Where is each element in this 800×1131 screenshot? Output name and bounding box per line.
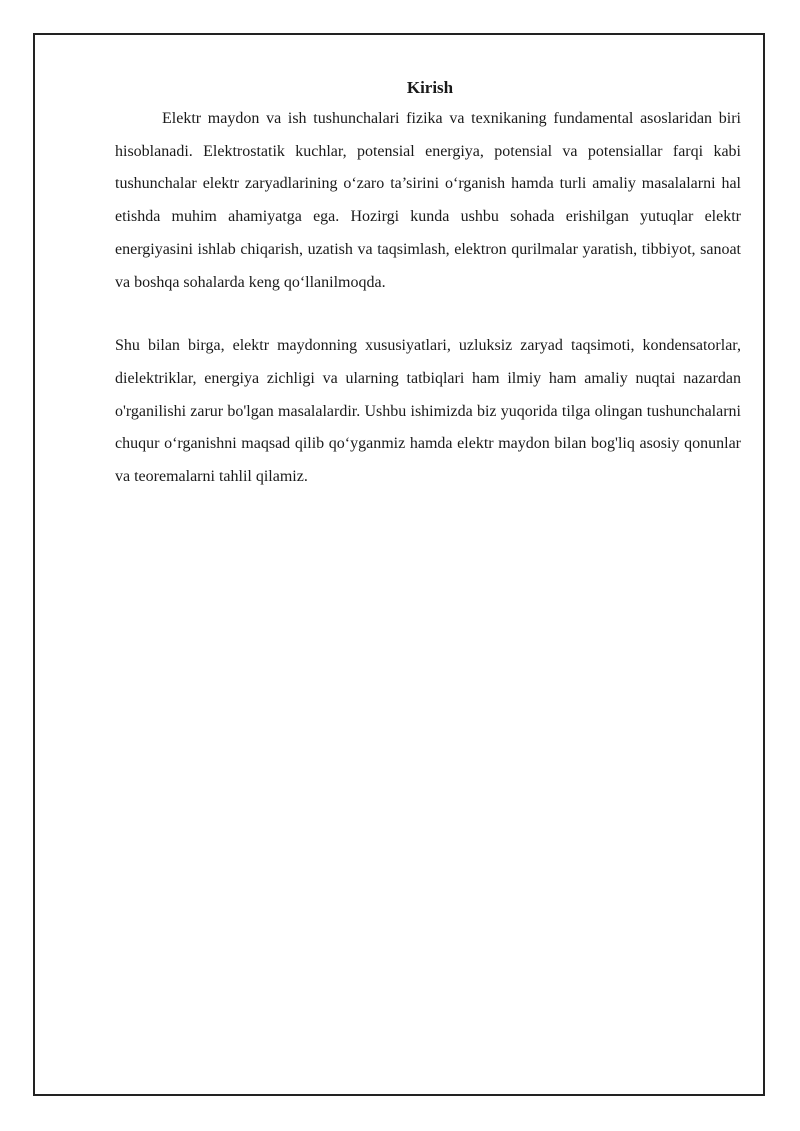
paragraph-intro: Elektr maydon va ish tushunchalari fizika va texnikaning fundamental asoslaridan biri hisoblanadi. Elektrostatik kuchlar, potensial energiya, potensial va potensiallar farqi kabi tushunchalar elektr zaryadlarining o‘zaro ta’sirini o‘rganish hamda turli amaliy masalalarni hal etishda muhim ahamiyatga ega. Hozirgi kunda ushbu sohada erishilgan yutuqlar elektr energiyasini ishlab chiqarish, uzatish va taqsimlash, elektron qurilmalar yaratish, tibbiyot, sanoat va boshqa sohalarda keng qo‘llanilmoqda. [115, 110, 741, 291]
document-body [115, 76, 741, 494]
document-title: Kirish [406, 78, 454, 97]
paragraph-second: Shu bilan birga, elektr maydonning xususiyatlari, uzluksiz zaryad taqsimoti, kondensatorlar, dielektriklar, energiya zichligi va ularning tatbiqlari ham ilmiy ham amaliy nuqtai nazardan o'rganilishi zarur bo'lgan masalalardir. Ushbu ishimizda biz yuqorida tilga olingan tushunchalarni chuqur o‘rganishni maqsad qilib qo‘yganmiz hamda elektr maydon bilan bog'liq asosiy qonunlar va teoremalarni tahlil qilamiz. [115, 337, 741, 486]
